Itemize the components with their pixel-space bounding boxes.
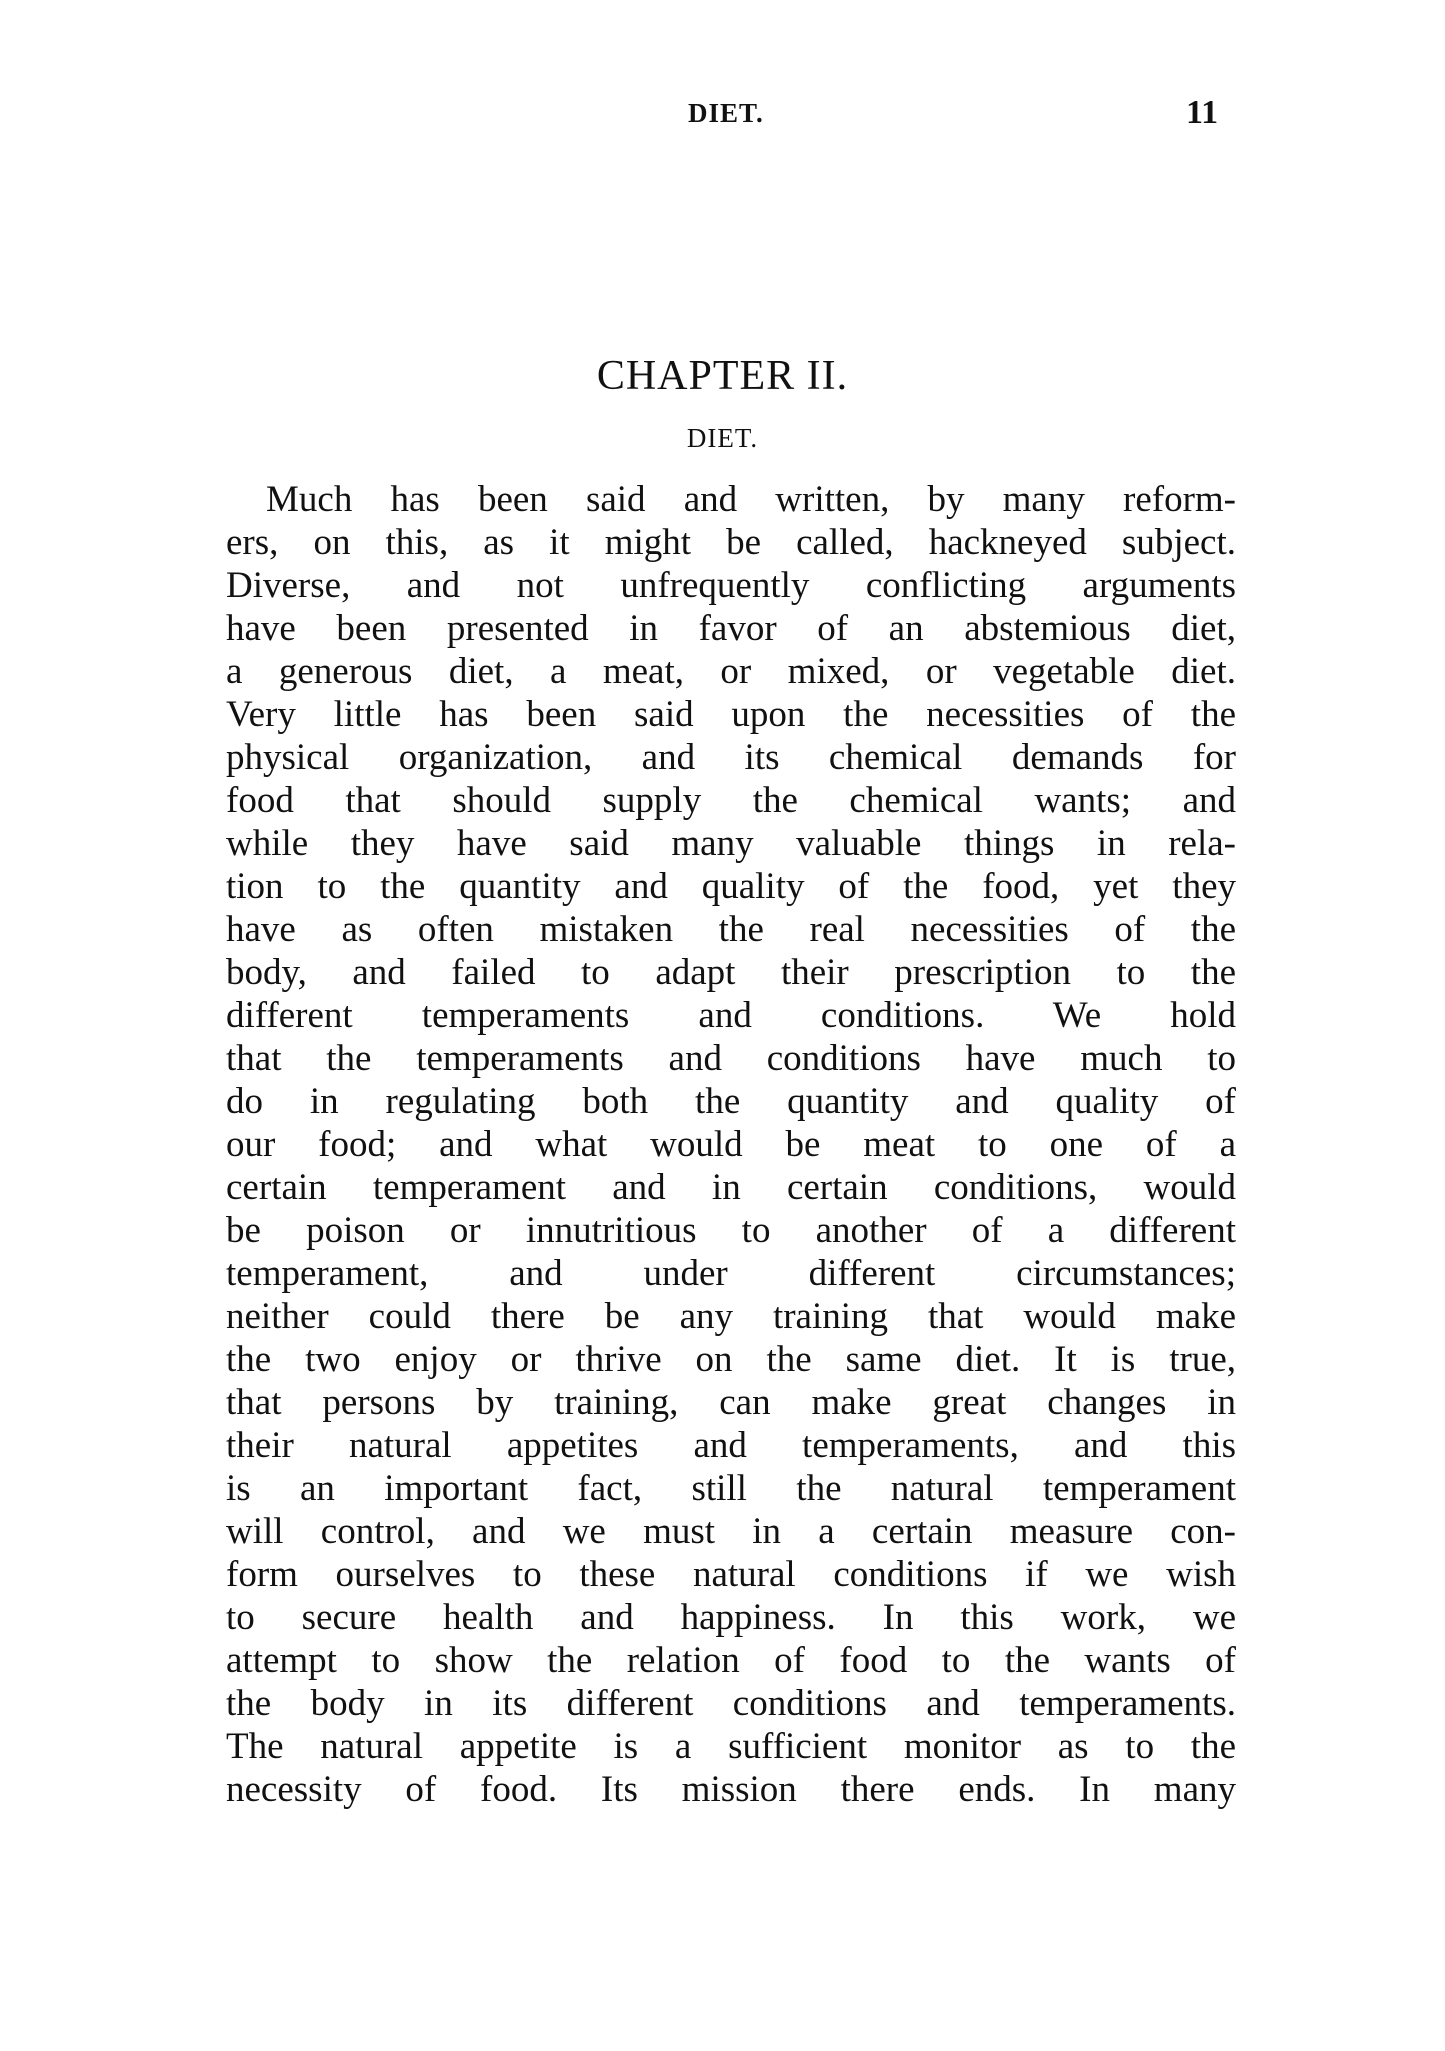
text-line: to secure health and happiness. In this work, we <box>226 1597 1236 1638</box>
text-line: have as often mistaken the real necessities of the <box>226 909 1236 950</box>
text-line: that the temperaments and conditions have much to <box>226 1038 1236 1079</box>
text-line: the body in its different conditions and temperaments. <box>226 1683 1236 1724</box>
text-line: Much has been said and written, by many reform- <box>266 479 1236 520</box>
text-line: while they have said many valuable things in rela- <box>226 823 1236 864</box>
text-line: physical organization, and its chemical demands for <box>226 737 1236 778</box>
running-head <box>0 94 1445 138</box>
text-line: The natural appetite is a sufficient monitor as to the <box>226 1726 1236 1767</box>
text-line: have been presented in favor of an abstemious diet, <box>226 608 1236 649</box>
running-title: DIET. <box>688 98 764 128</box>
page-number: 11 <box>1186 94 1219 131</box>
text-line: different temperaments and conditions. We hold <box>226 995 1236 1036</box>
body-paragraph <box>226 478 1236 1811</box>
text-line: be poison or innutritious to another of a different <box>226 1210 1236 1251</box>
text-line: Very little has been said upon the necessities of the <box>226 694 1236 735</box>
text-line: the two enjoy or thrive on the same diet. It is true, <box>226 1339 1236 1380</box>
text-line: temperament, and under different circumstances; <box>226 1253 1236 1294</box>
text-line: do in regulating both the quantity and quality of <box>226 1081 1236 1122</box>
text-line: that persons by training, can make great changes in <box>226 1382 1236 1423</box>
text-line: tion to the quantity and quality of the food, yet they <box>226 866 1236 907</box>
text-line: ers, on this, as it might be called, hackneyed subject. <box>226 522 1236 563</box>
text-line: a generous diet, a meat, or mixed, or vegetable diet. <box>226 651 1236 692</box>
text-line: food that should supply the chemical wants; and <box>226 780 1236 821</box>
text-line: our food; and what would be meat to one of a <box>226 1124 1236 1165</box>
text-line: certain temperament and in certain conditions, would <box>226 1167 1236 1208</box>
text-line: is an important fact, still the natural temperament <box>226 1468 1236 1509</box>
text-line: attempt to show the relation of food to the wants of <box>226 1640 1236 1681</box>
text-line: will control, and we must in a certain measure con- <box>226 1511 1236 1552</box>
text-line: necessity of food. Its mission there ends. In many <box>226 1769 1236 1810</box>
text-line: body, and failed to adapt their prescription to the <box>226 952 1236 993</box>
text-line: neither could there be any training that would make <box>226 1296 1236 1337</box>
text-line: Diverse, and not unfrequently conflicting arguments <box>226 565 1236 606</box>
text-line: form ourselves to these natural conditions if we wish <box>226 1554 1236 1595</box>
text-line: their natural appetites and temperaments, and this <box>226 1425 1236 1466</box>
chapter-subtitle: DIET. <box>686 423 759 453</box>
chapter-heading: CHAPTER II. <box>596 353 849 399</box>
